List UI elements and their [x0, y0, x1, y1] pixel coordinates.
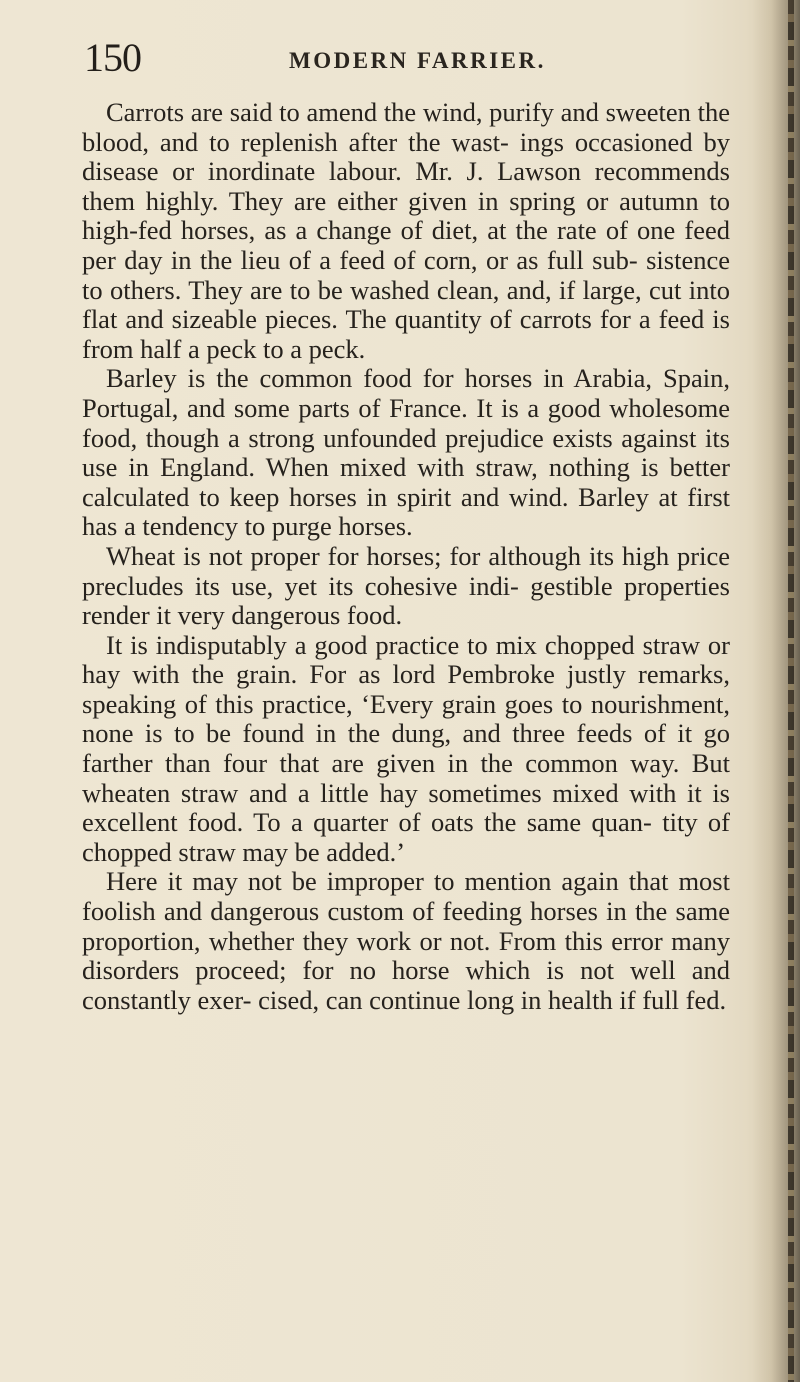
- page-number: 150: [84, 35, 141, 80]
- running-head: MODERN FARRIER.: [289, 48, 546, 73]
- paragraph-chopped-straw: It is indisputably a good practice to mix chopped straw or hay with the grain. For as lord Pembroke justly remarks, speaking of this practice, ‘Every grain goes to nourishment, none is to be found in the dung, and three feeds of it go farther than four that are given in the common way. But wheaten straw and a little hay sometimes mixed with it is excellent food. To a quarter of oats the same quan- tity of chopped straw may be added.’: [82, 629, 730, 867]
- page-header: [84, 34, 724, 84]
- paragraph-carrots: Carrots are said to amend the wind, purify and sweeten the blood, and to replenish after the wast- ings occasioned by disease or inordinate labour. Mr. J. Lawson recommends them highly. They are either given in spring or autumn to high-fed horses, as a change of diet, at the rate of one feed per day in the lieu of a feed of corn, or as full sub- sistence to others. They are to be washed clean, and, if large, cut into flat and sizeable pieces. The quantity of carrots for a feed is from half a peck to a peck.: [82, 97, 730, 364]
- paragraph-wheat: Wheat is not proper for horses; for although its high price precludes its use, yet its cohesive indi- gestible properties render it very dangerous food.: [82, 540, 730, 631]
- paragraph-feeding-custom: Here it may not be improper to mention again that most foolish and dangerous custom of feeding horses in the same proportion, whether they work or not. From this error many disorders proceed; for no horse which is not well and constantly exer- cised, can continue long in health if full fed.: [82, 866, 730, 1015]
- body-text: [82, 98, 730, 1015]
- binding-edge: [788, 0, 794, 1382]
- paragraph-barley: Barley is the common food for horses in Arabia, Spain, Portugal, and some parts of France. It is a good wholesome food, though a strong unfounded prejudice exists against its use in England. When mixed with straw, nothing is better calculated to keep horses in spirit and wind. Barley at first has a tendency to purge horses.: [82, 363, 730, 542]
